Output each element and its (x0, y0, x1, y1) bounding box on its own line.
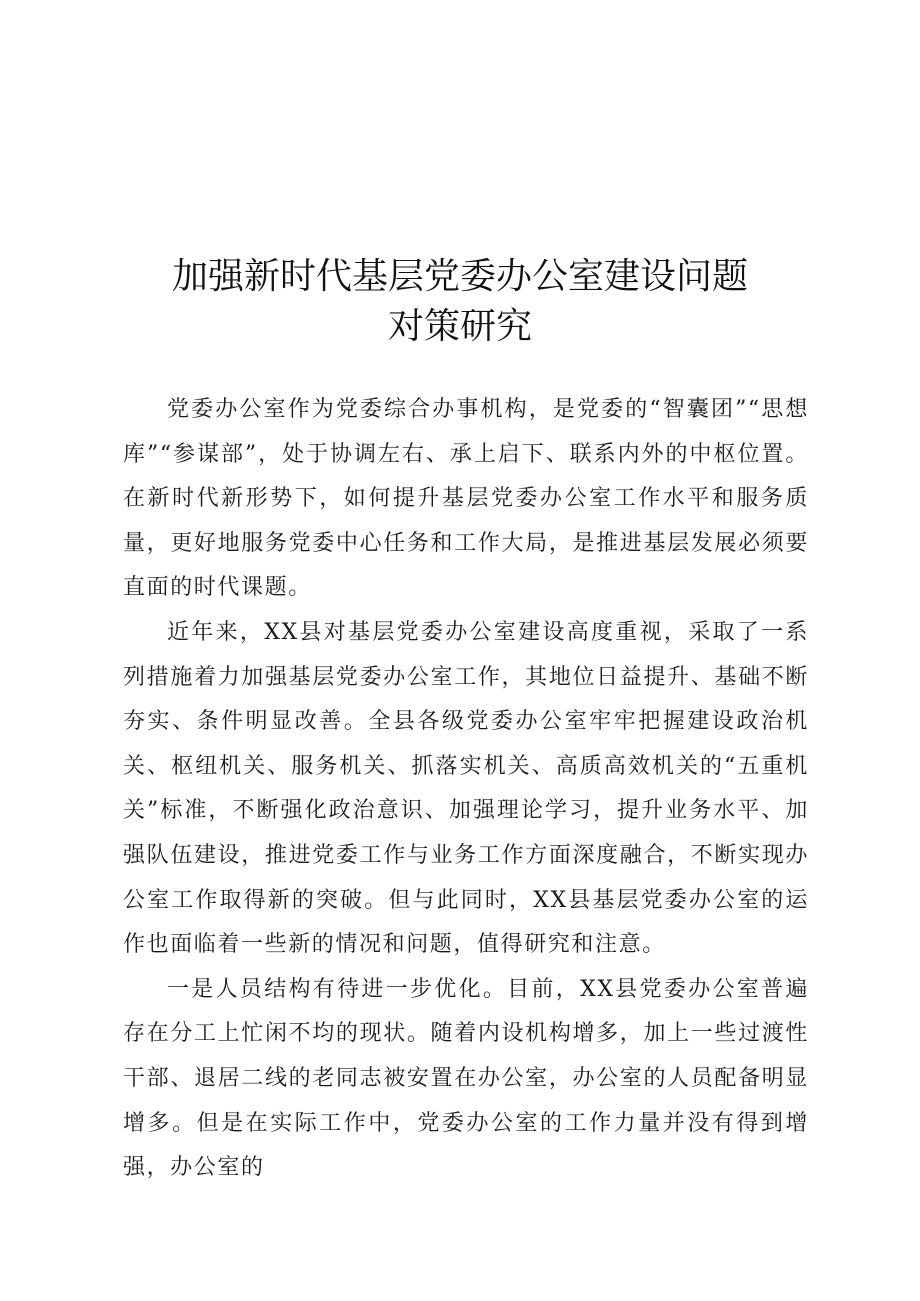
document-body (123, 388, 809, 1191)
title-line-1: 加强新时代基层党委办公室建设问题 (171, 256, 748, 297)
paragraph-2: 近年来，XX县对基层党委办公室建设高度重视，采取了一系列措施着力加强基层党委办公室工作，其地位日益提升、基础不断夯实、条件明显改善。全县各级党委办公室牢牢把握建设政治机关、枢纽机关、服务机关、抓落实机关、高质高效机关的“五重机关”标准，不断强化政治意识、加强理论学习，提升业务水平、加强队伍建设，推进党委工作与业务工作方面深度融合，不断实现办公室工作取得新的突破。但与此同时，XX县基层党委办公室的运作也面临着一些新的情况和问题，值得研究和注意。 (123, 619, 809, 958)
paragraph-1: 党委办公室作为党委综合办事机构，是党委的“智囊团”“思想库”“参谋部”，处于协调左右、承上启下、联系内外的中枢位置。在新时代新形势下，如何提升基层党委办公室工作水平和服务质量，更好地服务党委中心任务和工作大局，是推进基层发展必须要直面的时代课题。 (123, 397, 809, 601)
paragraph-3: 一是人员结构有待进一步优化。目前，XX县党委办公室普遍存在分工上忙闲不均的现状。随着内设机构增多，加上一些过渡性干部、退居二线的老同志被安置在办公室，办公室的人员配备明显增多。但是在实际工作中，党委办公室的工作力量并没有得到增强，办公室的 (123, 976, 809, 1181)
title-line-2: 对策研究 (387, 306, 532, 347)
document-title (100, 252, 820, 352)
